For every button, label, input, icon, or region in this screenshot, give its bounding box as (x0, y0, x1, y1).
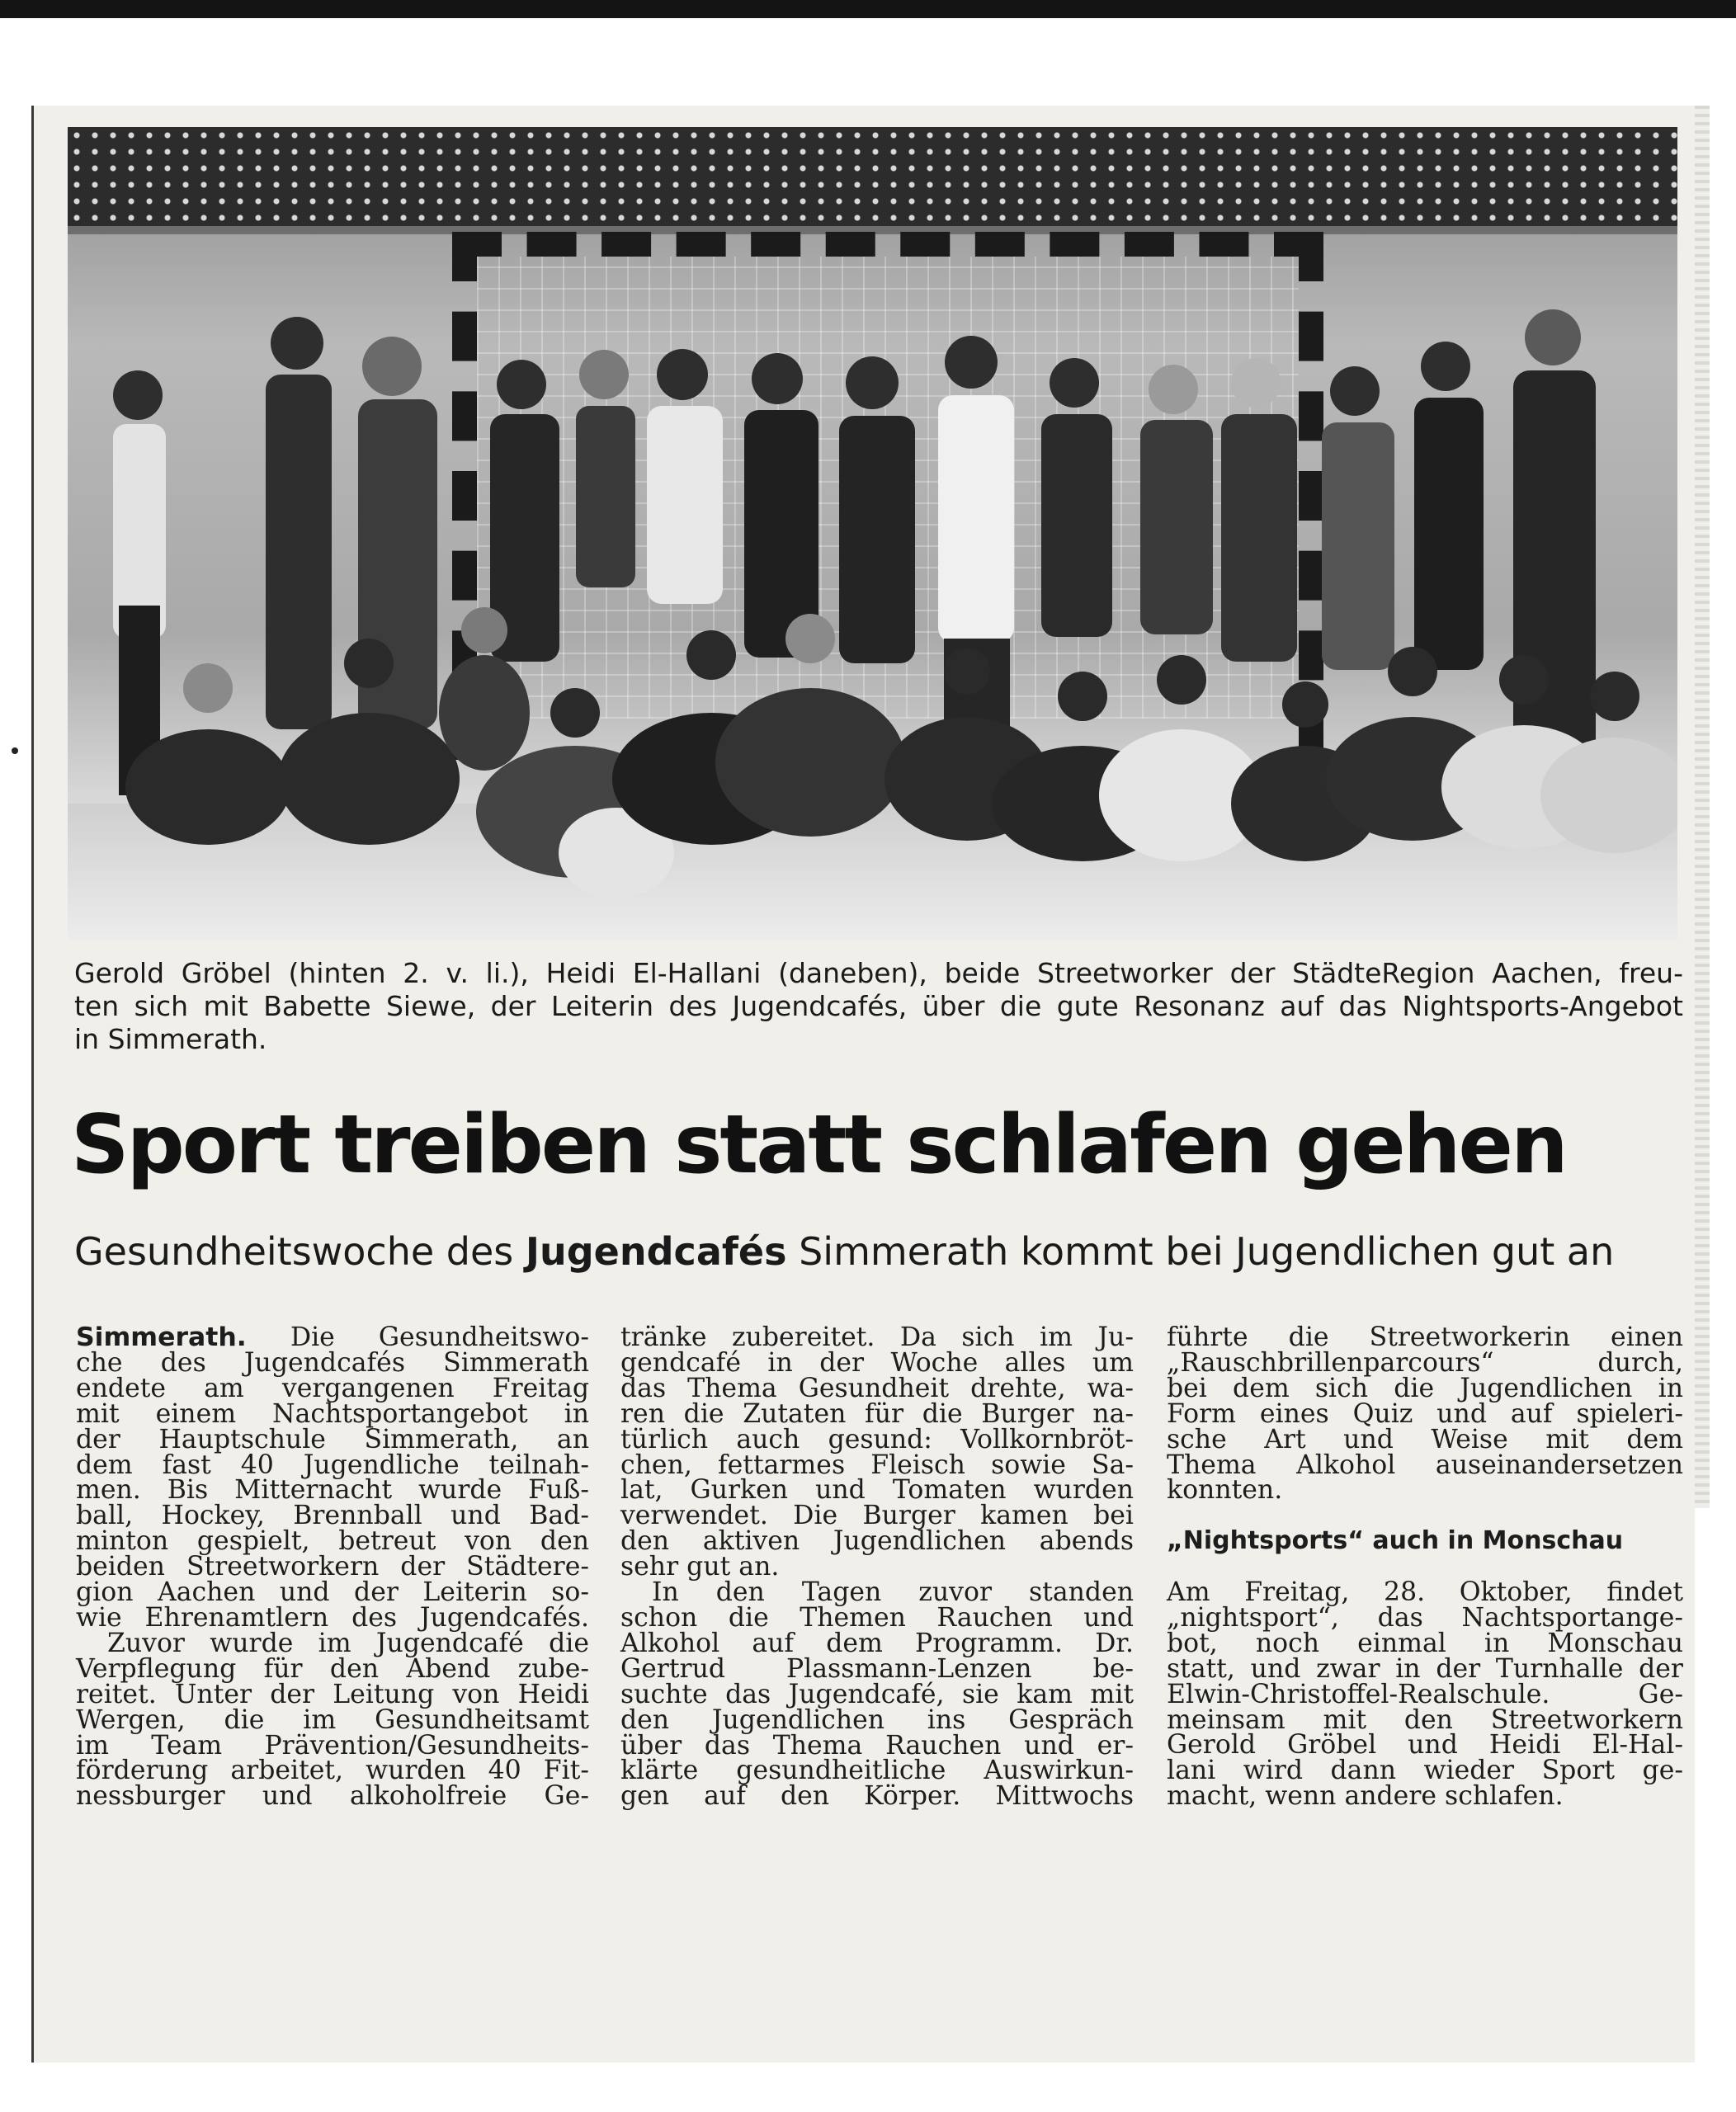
article-column-2 (620, 1322, 1134, 1812)
scan-top-border (0, 0, 1736, 18)
text-line: im Team Prävention/Gesundheits- (76, 1730, 589, 1761)
text-line: schon die Themen Rauchen und (620, 1602, 1134, 1633)
article-subheadline (74, 1228, 1691, 1275)
text-line: „Rauschbrillenparcours“ durch, (1167, 1347, 1683, 1378)
text-fragment: Die Gesundheitswo- (246, 1322, 589, 1352)
text-line: minton gespielt, betreut von den (76, 1526, 589, 1557)
group-photo (68, 127, 1677, 940)
text-line: suchte das Jugendcafé, sie kam mit (620, 1679, 1134, 1709)
text-line: gion Aachen und der Leiterin so- (76, 1577, 589, 1608)
text-line: nessburger und alkoholfreie Ge- (76, 1781, 589, 1812)
text-line: das Thema Gesundheit drehte, wa- (620, 1373, 1134, 1403)
margin-dot (12, 747, 18, 754)
text-line: türlich auch gesund: Vollkornbröt- (620, 1424, 1134, 1454)
text-line: chen, fettarmes Fleisch sowie Sa- (620, 1450, 1134, 1480)
text-line: meinsam mit den Streetworkern (1167, 1704, 1683, 1735)
text-line: den Jugendlichen ins Gespräch (620, 1704, 1134, 1735)
text-line: Gerold Gröbel und Heidi El-Hal- (1167, 1730, 1683, 1761)
text-line: dem fast 40 Jugendliche teilnah- (76, 1450, 589, 1480)
text-line: bei dem sich die Jugendlichen in (1167, 1373, 1683, 1403)
spacer (1167, 1503, 1683, 1529)
subheadline-text: Simmerath kommt bei Jugendlichen gut an (786, 1229, 1615, 1274)
text-line: sehr gut an. (620, 1552, 780, 1582)
text-line: endete am vergangenen Freitag (76, 1373, 589, 1403)
text-line: lat, Gurken und Tomaten wurden (620, 1475, 1134, 1506)
text-line: In den Tagen zuvor standen (652, 1577, 1134, 1608)
caption-line: Gerold Gröbel (hinten 2. v. li.), Heidi El-Hallani (daneben), beide Streetworker der StädteRegion Aachen, freu- (74, 957, 1683, 989)
text-line: Form eines Quiz und auf spieleri- (1167, 1398, 1683, 1429)
text-line: klärte gesundheitliche Auswirkun- (620, 1756, 1134, 1786)
subheadline-text: Gesundheitswoche des (74, 1229, 526, 1274)
text-line: konnten. (1167, 1475, 1283, 1506)
text-line: Wergen, die im Gesundheitsamt (76, 1704, 589, 1735)
adjacent-article-bleed (1695, 106, 1710, 1508)
caption-line: in Simmerath. (74, 1023, 267, 1055)
subheadline-bold: Jugendcafés (525, 1229, 787, 1274)
text-line: führte die Streetworkerin einen (1167, 1322, 1683, 1352)
text-line: tränke zubereitet. Da sich im Ju- (620, 1322, 1134, 1352)
photo-caption (74, 957, 1683, 1056)
text-line (76, 1322, 589, 1352)
text-line: Thema Alkohol auseinandersetzen (1167, 1450, 1683, 1480)
text-line: sche Art und Weise mit dem (1167, 1424, 1683, 1454)
text-line: statt, und zwar in der Turnhalle der (1167, 1653, 1683, 1684)
text-line: Alkohol auf dem Programm. Dr. (620, 1628, 1134, 1658)
text-line: mit einem Nachtsportangebot in (76, 1398, 589, 1429)
article-column-1 (76, 1322, 589, 1812)
text-line: verwendet. Die Burger kamen bei (620, 1501, 1134, 1531)
text-line: gen auf den Körper. Mittwochs (620, 1781, 1134, 1812)
text-line: men. Bis Mitternacht wurde Fuß- (76, 1475, 589, 1506)
text-line: bot, noch einmal in Monschau (1167, 1628, 1683, 1658)
text-line: über das Thema Rauchen und er- (620, 1730, 1134, 1761)
text-line: Elwin-Christoffel-Realschule. Ge- (1167, 1679, 1683, 1709)
group-of-youths (68, 127, 1677, 940)
text-line: förderung arbeitet, wurden 40 Fit- (76, 1756, 589, 1786)
text-line: ren die Zutaten für die Burger na- (620, 1398, 1134, 1429)
spacer (1167, 1554, 1683, 1580)
text-line: der Hauptschule Simmerath, an (76, 1424, 589, 1454)
caption-line: ten sich mit Babette Siewe, der Leiterin des Jugendcafés, über die gute Resonanz auf das Nightsports-Angebot (74, 990, 1683, 1022)
section-subheading: „Nightsports“ auch in Monschau (1167, 1526, 1624, 1556)
text-line: lani wird dann wieder Sport ge- (1167, 1756, 1683, 1786)
dateline: Simmerath. (76, 1322, 247, 1352)
text-line: Verpflegung für den Abend zube- (76, 1653, 589, 1684)
text-line: beiden Streetworkern der Städtere- (76, 1552, 589, 1582)
text-line: che des Jugendcafés Simmerath (76, 1347, 589, 1378)
text-line: „nightsport“, das Nachtsportange- (1167, 1602, 1683, 1633)
text-line: den aktiven Jugendlichen abends (620, 1526, 1134, 1557)
clipping-left-edge (31, 106, 34, 2062)
article-headline: Sport treiben statt schlafen gehen (71, 1098, 1566, 1192)
article-column-3 (1167, 1322, 1683, 1812)
text-line: macht, wenn andere schlafen. (1167, 1781, 1564, 1812)
text-line: ball, Hockey, Brennball und Bad- (76, 1501, 589, 1531)
text-line: Am Freitag, 28. Oktober, findet (1167, 1577, 1683, 1608)
text-line: Zuvor wurde im Jugendcafé die (107, 1628, 589, 1658)
text-line: reitet. Unter der Leitung von Heidi (76, 1679, 589, 1709)
text-line: Gertrud Plassmann-Lenzen be- (620, 1653, 1134, 1684)
text-line: gendcafé in der Woche alles um (620, 1347, 1134, 1378)
text-line: wie Ehrenamtlern des Jugendcafés. (76, 1602, 589, 1633)
